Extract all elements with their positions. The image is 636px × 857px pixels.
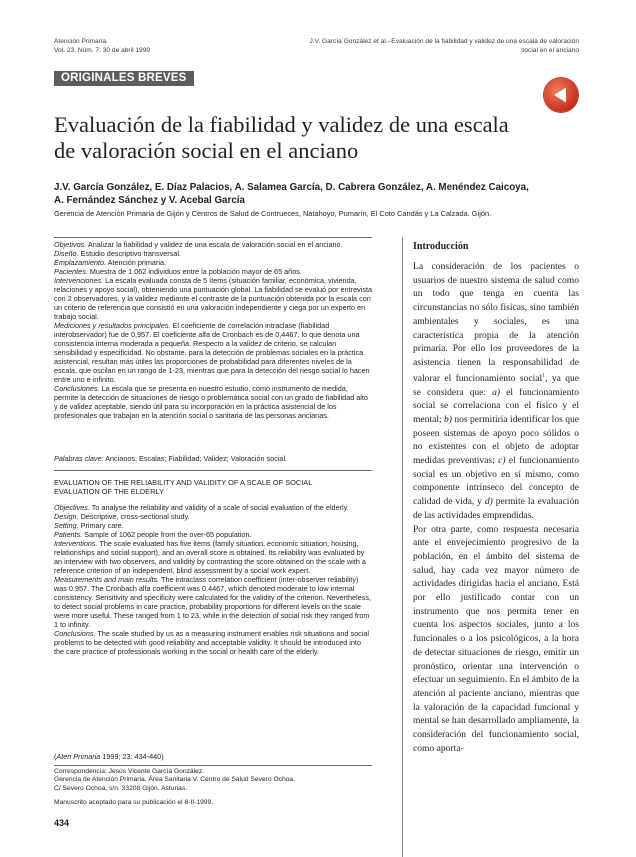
running-header-left (54, 38, 150, 55)
abstract-en-patients: Patients. Sample of 1062 people from the over-65 population. (54, 530, 252, 539)
accepted-date: Manuscrito aceptado para su publicación el 8-II-1999. (54, 799, 214, 806)
authors-line-2: A. Fernández Sánchez y V. Acebal García (54, 194, 245, 206)
footnote-rule (54, 765, 372, 766)
abstract-es (54, 240, 372, 420)
reference-1[interactable]: 1 (542, 372, 546, 379)
abstract-es-design: Diseño. Estudio descriptivo transversal. (54, 249, 181, 258)
running-header-right (309, 38, 579, 55)
abstract-en (54, 503, 372, 656)
column-divider (402, 237, 403, 857)
running-title-line-1: J.V. García González et al.–Evaluación de la fiabilidad y validez de una escala de valoración (309, 38, 579, 45)
abstract-en-objectives: Objectives. To analyse the reliability and validity of a scale of social evaluation of the elderly. (54, 503, 349, 512)
citation: (Aten Primaria 1999; 23: 434-440) (54, 752, 164, 761)
abstract-es-interventions: Intervenciones. La escala evaluada consta de 5 ítems (situación familiar, económica, vivienda, relaciones y apoyo social), obteniendo una puntuación global. La fiabilidad se evaluó por entrevista con 2 observadores, y la validez mediante el contraste de la puntuación obtenida por la escala con un criterio de referencia que consistió en una valoración independiente y ciega por un experto en trabajo social. (54, 276, 373, 321)
abstract-es-objectives: Objetivos. Analizar la fiabilidad y validez de una escala de valoración social en el anciano. (54, 240, 343, 249)
abstract-mid-rule (54, 470, 372, 471)
intro-paragraph-2: Por otra parte, como respuesta necesaria ante el envejecimiento progresivo de la población, en el ámbito del sistema de salud, hay cada vez mayor número de actividades dirigidas hacia el anciano. Está por ello justificado contar con un instrumento que nos permita tener en cuenta los aspectos sociales, junto a los funcionales o a los psicológicos, a la hora de detectar situaciones de riesgo, emitir un pronóstico, orientar una intervención o efectuar un seguimiento. En el ámbito de la atención al paciente anciano, mientras que la valoración de la capacidad funcional y mental se han desarrollado ampliamente, la consideración del funcionamiento social, como aporta- (413, 523, 579, 754)
section-label: ORIGINALES BREVES (54, 71, 194, 86)
back-arrow-icon[interactable] (544, 78, 578, 112)
english-title: EVALUATION OF THE RELIABILITY AND VALIDITY OF A SCALE OF SOCIAL EVALUATION OF THE ELDERLY (54, 478, 313, 496)
abstract-en-design: Design. Descriptive, cross-sectional study. (54, 512, 190, 521)
abstract-en-interventions: Interventions. The scale evaluated has five items (family situation, economic situation, housing, relationships and social support), and an overall score is obtained. Its reliability was evaluated by an interview with two observers, and validity by contrasting the score obtained on the scale with a reference criterion of an independent, blind assessment by a social work expert. (54, 539, 366, 575)
running-title-line-2: social en el anciano (521, 46, 579, 54)
page-number: 434 (54, 818, 70, 828)
issue-info: Vol. 23. Núm. 7. 30 de abril 1999 (54, 46, 151, 54)
authors (54, 182, 594, 207)
journal-name: Atención Primaria. (54, 38, 108, 45)
abstract-en-results: Measurements and main results. The intraclass correlation coefficient (inter-observer reliability) was 0.957. The Cronbach alfa coefficient was 0.4467, which denoted moderate to low internal consistency. Sensitivity and specificity were calculated for the validity of the criterion. Nevertheless, to detect social problems in care practice, probability proportions for different levels on the scale were more useful. These ranged from 1 to 23, while in the detection of social risk they ranged from 1 to infinity. (54, 575, 371, 629)
abstract-es-setting: Emplazamiento. Atención primaria. (54, 258, 167, 267)
abstract-top-rule (54, 237, 372, 238)
abstract-en-setting: Setting. Primary care. (54, 521, 124, 530)
introduction (413, 240, 579, 755)
affiliation: Gerencia de Atención Primaria de Gijón y Centros de Salud de Contrueces, Natahoyo, Pumarín, El Coto Candás y La Calzada. Gijón. (54, 209, 492, 218)
abstract-es-patients: Pacientes. Muestra de 1.062 individuos entre la población mayor de 65 años. (54, 267, 302, 276)
abstract-es-conclusions: Conclusiones. La escala que se presenta en nuestro estudio, como instrumento de medida, permite la detección de situaciones de riesgo o problemática social con un grado de fiabilidad alto y de validez aceptable, siendo útil para su incorporación en la práctica asistencial de los profesionales que trabajan en la atención social o sanitaria de las personas ancianas. (54, 384, 368, 420)
keywords: Palabras clave: Ancianos; Escalas; Fiabilidad; Validez; Valoración social. (54, 454, 288, 463)
article-title (54, 112, 574, 163)
abstract-es-results: Mediciones y resultados principales. El coeficiente de correlación intraclase (fiabilidad interobservador) fue de 0,957. El coeficiente alfa de Cronbach es de 0,4467, lo que denota una consistencia interna moderada a pequeña. Respecto a la validez de criterio, se calculan sensibilidad y especificidad. No obstante, para la detección de problemas sociales en la práctica asistencial, resultan más útiles las proporciones de probabilidad para diferentes niveles de la escala, que oscilan en un rango de 1-23, mientras que para la detección del riesgo social lo hacen entre uno e infinito. (54, 321, 370, 384)
title-line-2: de valoración social en el anciano (54, 137, 359, 163)
intro-paragraph-1: La consideración de los pacientes o usuarios de nuestro sistema de salud como un todo que tenga en cuenta las circunstancias no sólo físicas, sino también ambientales y sociales, es una característica propia de la atención primaria. Por ello los proveedores de la asistencia tienen la responsabilidad de valorar el funcionamiento social$^1$, ya que se considera que: a) el funcionamiento social se correlaciona con el físico y el mental; b) nos permitiría identificar los que poseen sistemas de apoyo poco sólidos o no existentes con el objeto de adoptar medidas preventivas; c) el funcionamiento social es un objetivo en sí mismo, como componente intrínseco del concepto de calidad de vida, y d) permite la evaluación de las actividades emprendidas. (413, 261, 579, 521)
title-line-1: Evaluación de la fiabilidad y validez de una escala (54, 112, 509, 137)
abstract-en-conclusions: Conclusions. The scale studied by us as a measuring instrument enables risk situations and social problems to be detected with good reliability and acceptable validity. It should be introduced into the care practice of professionals working in the social or health care of the elderly. (54, 629, 370, 656)
correspondence: Correspondencia: Jesús Vicente García González. Gerencia de Atención Primaria. Área Sanitaria V. Centro de Salud Severo Ochoa. C/ Severo Ochoa, s/n. 33208 Gijón. Asturias. (54, 768, 296, 792)
intro-heading: Introducción (413, 241, 469, 252)
authors-line-1: J.V. García González, E. Díaz Palacios, A. Salamea García, D. Cabrera González, A. Menéndez Caicoya, (54, 182, 529, 193)
